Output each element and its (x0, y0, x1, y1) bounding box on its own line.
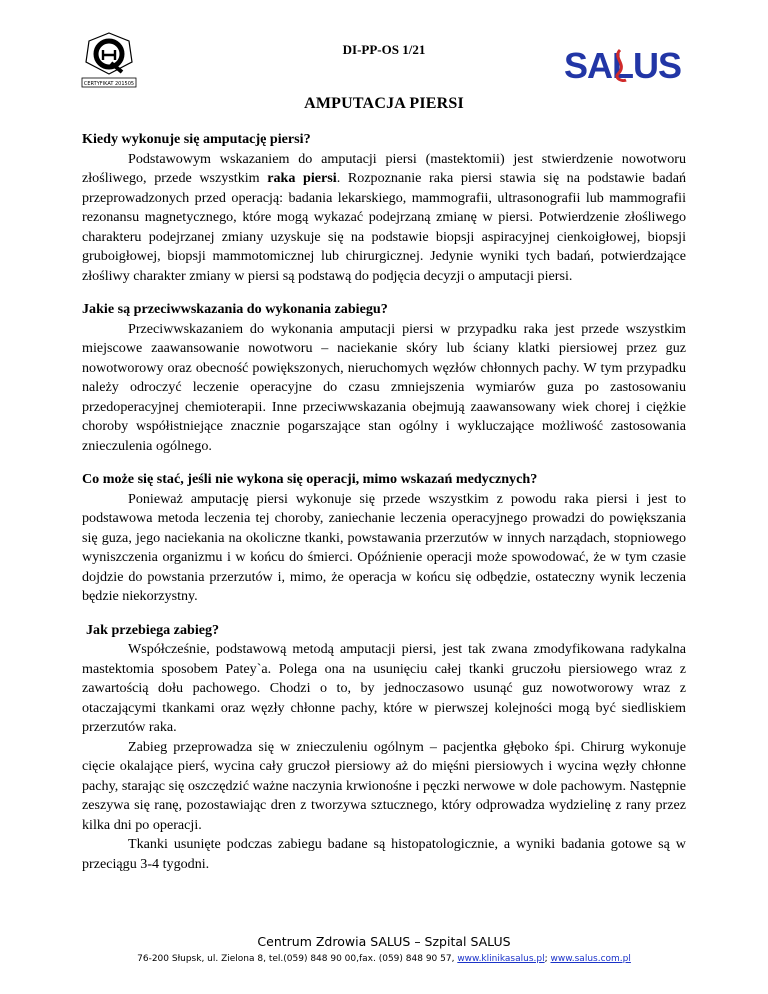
section-indications (82, 130, 686, 286)
paragraph: Ponieważ amputację piersi wykonuje się przede wszystkim z powodu raka piersi i jest to podstawowa metoda leczenia tej choroby, zaniechanie leczenia operacyjnego prowadzi do powiększania się guza, jego naciekania na okoliczne tkanki, powstawania przerzutów w innych narządach, stopniowego wyniszczenia organizmu i w końcu do śmierci. Opóźnienie operacji może spowodować, że w tym czasie dojdzie do powstania przerzutów i, mimo, że operacja w końcu się odbędzie, ostateczny wynik leczenia będzie niekorzystny. (82, 490, 686, 604)
paragraph: Zabieg przeprowadza się w znieczuleniu ogólnym – pacjentka głęboko śpi. Chirurg wykonuje cięcie okalające pierś, wycina cały gruczoł piersiowy aż do mięśni piersiowych i wycina węzły chłonne pachy, starając się oszczędzić ważne naczynia krwionośne i pęczki nerwowe w dole pachowym. Następnie zeszywa się ranę, pozostawiając dren z tworzywa sztucznego, który odprowadza wydzielinę z rany przez kilka dni po operacji. (82, 738, 686, 833)
salus-logo (562, 44, 702, 86)
quality-certificate-logo (80, 30, 138, 92)
section-heading: Jakie są przeciwwskazania do wykonania zabiegu? (82, 301, 388, 317)
section-procedure (82, 621, 686, 875)
quality-seal-icon (80, 30, 138, 92)
paragraph: Podstawowym wskazaniem do amputacji piersi (mastektomii) jest stwierdzenie nowotworu złośliwego, przede wszystkim raka piersi. Rozpoznanie raka piersi stawia się na podstawie badań przeprowadzonych przed operacją: badania lekarskiego, mammografii, ultrasonografii lub mammografii rezonansu magnetycznego, które mogą wykazać podejrzaną zmianę w piersi. Potwierdzenie złośliwego charakteru podejrzanej zmiany uzyskuje się na podstawie biopsji aspiracyjnej cienkoigłowej, biopsji gruboigłowej, biopsji mammotomicznej lub chirurgicznej. Jedynie wyniki tych badań, potwierdzające złośliwy charakter zmiany w piersi są podstawą do podjęcia decyzji o amputacji piersi. (82, 150, 686, 284)
link-salus[interactable]: www.salus.com.pl (550, 954, 631, 964)
paragraph: Tkanki usunięte podczas zabiegu badane są histopatologicznie, a wyniki badania gotowe są w przeciągu 3-4 tygodni. (82, 836, 686, 872)
document-code: DI-PP-OS 1/21 (342, 42, 426, 57)
document-body (82, 130, 686, 888)
section-no-surgery-risks (82, 470, 686, 607)
document-title: AMPUTACJA PIERSI (304, 95, 464, 112)
footer-title: Centrum Zdrowia SALUS – Szpital SALUS (257, 934, 511, 949)
salus-logo-text: SALUS (564, 45, 682, 86)
emphasis-text: raka piersi (267, 170, 337, 186)
link-klinikasalus[interactable]: www.klinikasalus.pl (457, 954, 545, 964)
cert-logo-text: CERTYFIKAT 201505 (83, 81, 135, 87)
section-contraindications (82, 300, 686, 456)
section-heading: Jak przebiega zabieg? (86, 621, 220, 638)
paragraph: Współcześnie, podstawową metodą amputacji piersi, jest tak zwana zmodyfikowana radykalna mastektomia sposobem Patey`a. Polega ona na usunięciu całej tkanki gruczołu piersiowego wraz z zawartością dołu pachowego. Chodzi o to, by jednoczasowo usunąć guz nowotworowy wraz z otaczającymi tkankami oraz węzły chłonne pachy, które w pierwszej kolejności mogą być siedliskiem przerzutów raka. (82, 641, 686, 735)
salus-logo-mark (562, 44, 702, 86)
paragraph: Przeciwwskazaniem do wykonania amputacji piersi w przypadku raka jest przede wszystkim miejscowe zaawansowanie nowotworu – naciekanie skóry lub ściany klatki piersiowej przez guz nowotworowy oraz obecność powiększonych, nieruchomych węzłów chłonnych pachy. W tym przypadku należy odroczyć leczenie operacyjne do czasu zmniejszenia wymiarów guza po zastosowaniu przedoperacyjnej chemioterapii. Inne przeciwwskazania obejmują zaawansowany wiek chorej i ciężkie choroby współistniejące znacznie pogarszające stan ogólny i wykluczające możliwość zastosowania znieczulenia ogólnego. (82, 320, 686, 454)
section-heading: Kiedy wykonuje się amputację piersi? (82, 131, 311, 147)
footer-contact: 76-200 Słupsk, ul. Zielona 8, tel.(059) 848 90 00,fax. (059) 848 90 57, www.klinikasalus.pl; www.salus.com.pl (137, 954, 631, 964)
section-heading: Co może się stać, jeśli nie wykona się operacji, mimo wskazań medycznych? (82, 471, 538, 487)
